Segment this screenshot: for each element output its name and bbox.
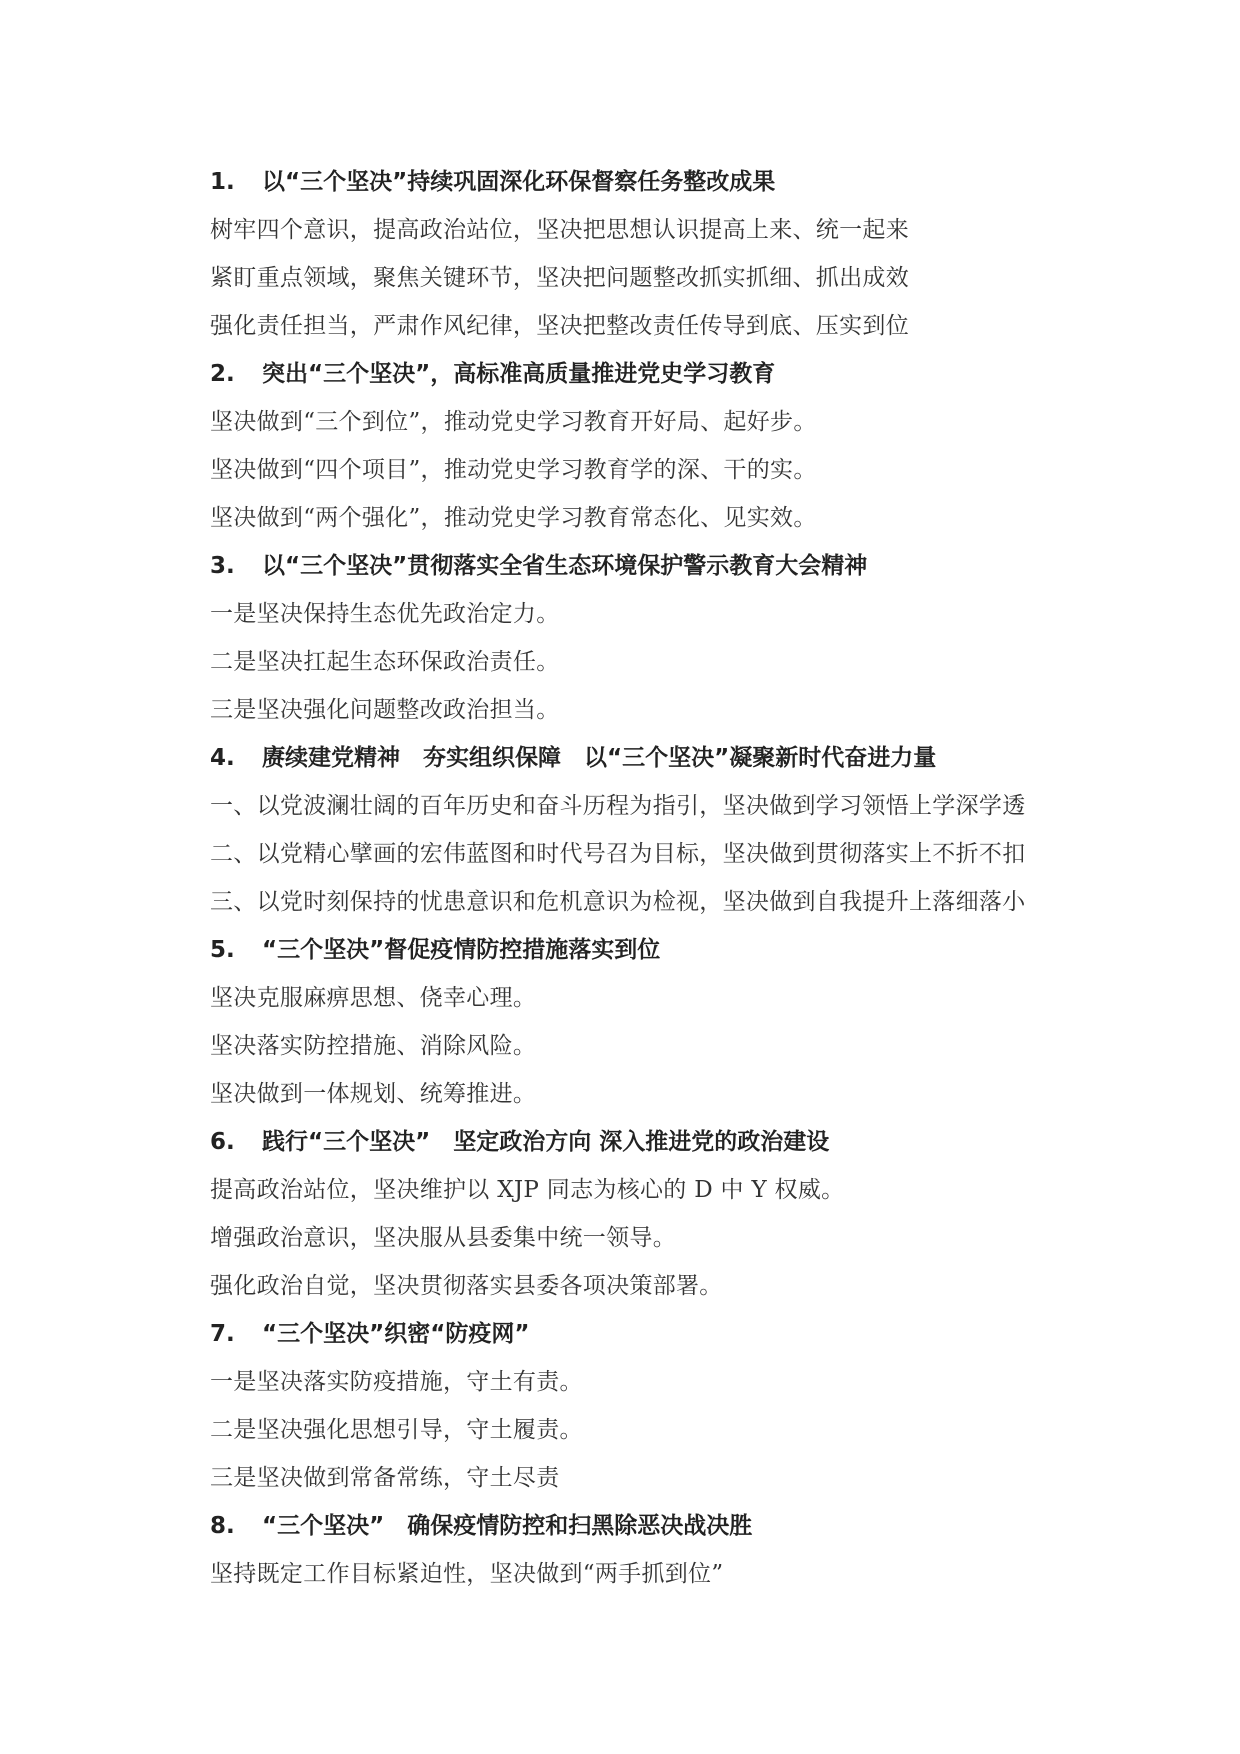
- section-heading: [210, 1310, 1110, 1358]
- section-line: 一是坚决落实防疫措施，守土有责。: [210, 1369, 583, 1395]
- section-7: [210, 1310, 1110, 1502]
- section-heading: [210, 158, 1110, 206]
- section-number: 7.: [210, 1321, 235, 1347]
- section-line: 强化政治自觉，坚决贯彻落实县委各项决策部署。: [210, 1273, 723, 1299]
- section-line: 二是坚决扛起生态环保政治责任。: [210, 649, 560, 675]
- section-6: [210, 1118, 1110, 1310]
- section-title: 赓续建党精神 夯实组织保障 以“三个坚决”凝聚新时代奋进力量: [262, 745, 937, 771]
- section-line: 二、以党精心擘画的宏伟蓝图和时代号召为目标，坚决做到贯彻落实上不折不扣: [210, 841, 1026, 867]
- section-line: 一、以党波澜壮阔的百年历史和奋斗历程为指引，坚决做到学习领悟上学深学透: [210, 793, 1026, 819]
- section-line: 坚决落实防控措施、消除风险。: [210, 1033, 537, 1059]
- section-line: 坚决做到“三个到位”，推动党史学习教育开好局、起好步。: [210, 409, 817, 435]
- section-heading: [210, 1118, 1110, 1166]
- section-line: 二是坚决强化思想引导，守土履责。: [210, 1417, 583, 1443]
- section-title: 以“三个坚决”持续巩固深化环保督察任务整改成果: [262, 169, 776, 195]
- section-number: 5.: [210, 937, 235, 963]
- document-body: [210, 158, 1110, 1598]
- section-title: 以“三个坚决”贯彻落实全省生态环境保护警示教育大会精神: [262, 553, 868, 579]
- section-number: 3.: [210, 553, 235, 579]
- section-4: [210, 734, 1110, 926]
- section-heading: [210, 926, 1110, 974]
- section-heading: [210, 734, 1110, 782]
- section-title: 践行“三个坚决” 坚定政治方向 深入推进党的政治建设: [262, 1129, 830, 1155]
- section-2: [210, 350, 1110, 542]
- section-number: 6.: [210, 1129, 235, 1155]
- section-line: 坚决做到一体规划、统筹推进。: [210, 1081, 537, 1107]
- section-title: “三个坚决”织密“防疫网”: [262, 1321, 530, 1347]
- section-line: 树牢四个意识，提高政治站位，坚决把思想认识提高上来、统一起来: [210, 217, 909, 243]
- section-line: 坚决克服麻痹思想、侥幸心理。: [210, 985, 537, 1011]
- section-number: 1.: [210, 169, 235, 195]
- section-title: “三个坚决”督促疫情防控措施落实到位: [262, 937, 661, 963]
- section-5: [210, 926, 1110, 1118]
- section-3: [210, 542, 1110, 734]
- section-8: [210, 1502, 1110, 1598]
- section-heading: [210, 542, 1110, 590]
- section-line: 坚决做到“四个项目”，推动党史学习教育学的深、干的实。: [210, 457, 817, 483]
- section-number: 4.: [210, 745, 235, 771]
- section-heading: [210, 350, 1110, 398]
- section-title: “三个坚决” 确保疫情防控和扫黑除恶决战决胜: [262, 1513, 753, 1539]
- section-line: 三、以党时刻保持的忧患意识和危机意识为检视，坚决做到自我提升上落细落小: [210, 889, 1026, 915]
- section-1: [210, 158, 1110, 350]
- section-line: 三是坚决强化问题整改政治担当。: [210, 697, 560, 723]
- section-line: 一是坚决保持生态优先政治定力。: [210, 601, 560, 627]
- section-line: 坚持既定工作目标紧迫性，坚决做到“两手抓到位”: [210, 1561, 724, 1587]
- section-line: 坚决做到“两个强化”，推动党史学习教育常态化、见实效。: [210, 505, 817, 531]
- section-line: 增强政治意识，坚决服从县委集中统一领导。: [210, 1225, 676, 1251]
- section-title: 突出“三个坚决”，高标准高质量推进党史学习教育: [262, 361, 776, 387]
- section-line: 紧盯重点领域，聚焦关键环节，坚决把问题整改抓实抓细、抓出成效: [210, 265, 909, 291]
- section-heading: [210, 1502, 1110, 1550]
- section-number: 8.: [210, 1513, 235, 1539]
- section-line: 强化责任担当，严肃作风纪律，坚决把整改责任传导到底、压实到位: [210, 313, 909, 339]
- section-line: 三是坚决做到常备常练，守土尽责: [210, 1465, 560, 1491]
- section-number: 2.: [210, 361, 235, 387]
- section-line: 提高政治站位，坚决维护以 XJP 同志为核心的 D 中 Y 权威。: [210, 1177, 845, 1203]
